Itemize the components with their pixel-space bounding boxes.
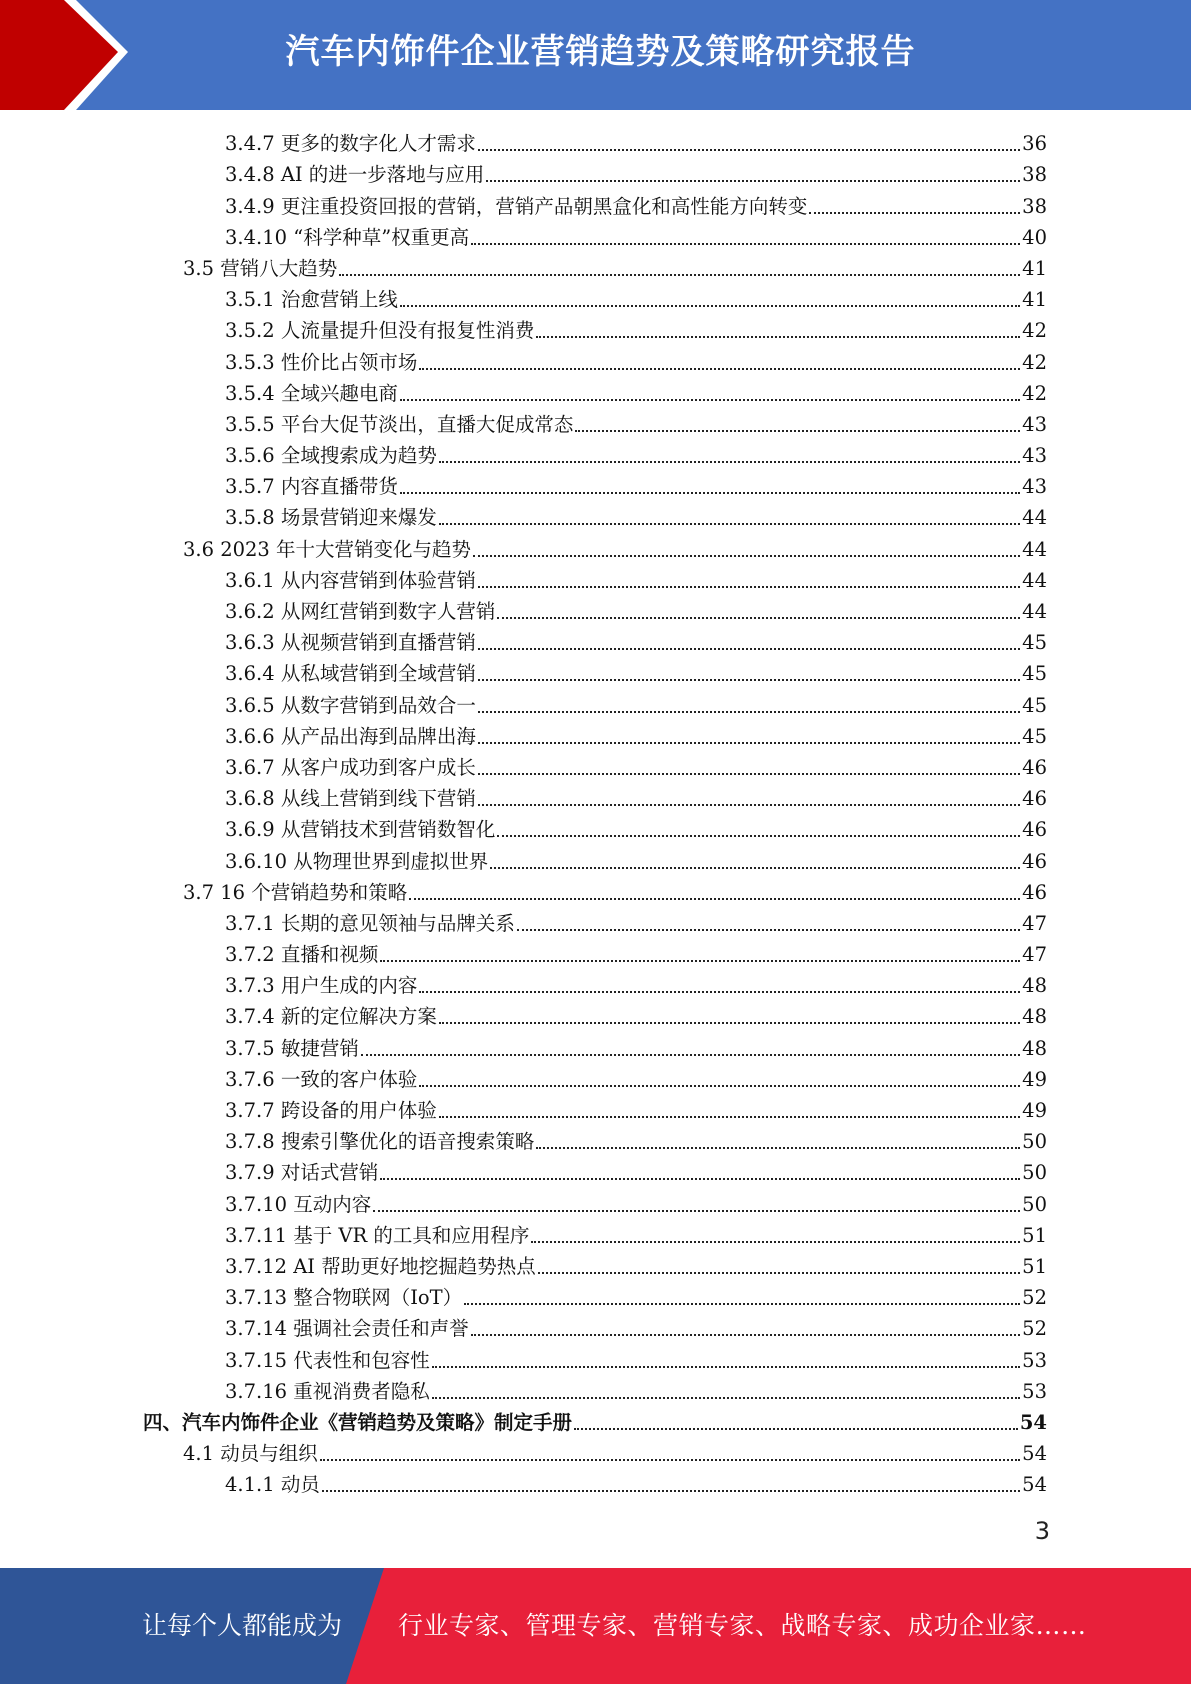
toc-entry-label: 3.6.6 从产品出海到品牌出海: [225, 724, 476, 748]
toc-entry-page: 44: [1022, 600, 1047, 623]
toc-entry-page: 38: [1022, 194, 1047, 218]
toc-entry-label: 3.5.7 内容直播带货: [225, 475, 398, 499]
toc-dot-leader: [809, 209, 1020, 214]
toc-entry-page: 43: [1022, 444, 1047, 468]
toc-dot-leader: [473, 552, 1020, 557]
toc-entry[interactable]: [0, 688, 1191, 719]
toc-entry[interactable]: [0, 127, 1191, 158]
toc-entry[interactable]: [0, 221, 1191, 252]
toc-entry-page: 46: [1022, 818, 1047, 842]
toc-entry-label: 4.1.1 动员: [225, 1473, 320, 1497]
toc-entry-page: 41: [1022, 256, 1047, 280]
toc-entry-label: 3.7.2 直播和视频: [225, 943, 379, 967]
toc-dot-leader: [574, 1425, 1018, 1430]
toc-entry-page: 46: [1022, 755, 1047, 779]
toc-entry-page: 54: [1022, 1473, 1047, 1497]
toc-entry[interactable]: [0, 1000, 1191, 1031]
toc-entry-label: 3.7.9 对话式营销: [225, 1161, 379, 1185]
toc-entry[interactable]: [0, 283, 1191, 314]
toc-entry-page: 48: [1022, 974, 1047, 998]
toc-entry[interactable]: [0, 345, 1191, 376]
toc-entry[interactable]: [0, 782, 1191, 813]
toc-entry[interactable]: [0, 314, 1191, 345]
toc-entry[interactable]: [0, 657, 1191, 688]
toc-entry-page: 38: [1022, 163, 1047, 187]
toc-dot-leader: [478, 676, 1020, 681]
toc-entry[interactable]: [0, 1281, 1191, 1312]
toc-dot-leader: [380, 957, 1020, 962]
toc-entry[interactable]: [0, 377, 1191, 408]
toc-entry-page: 45: [1022, 662, 1047, 686]
toc-entry-page: 51: [1022, 1254, 1047, 1278]
toc-entry[interactable]: [0, 1312, 1191, 1343]
toc-dot-leader: [471, 1331, 1020, 1336]
toc-entry[interactable]: [0, 1437, 1191, 1468]
toc-dot-leader: [478, 770, 1020, 775]
toc-entry-label: 4.1 动员与组织: [183, 1442, 318, 1466]
page-header: [0, 0, 1191, 110]
toc-entry-label: 3.4.10 “科学种草”权重更高: [225, 225, 470, 249]
toc-entry-page: 47: [1022, 911, 1047, 935]
page-footer: [0, 1568, 1191, 1684]
toc-entry-label: 3.7.16 重视消费者隐私: [225, 1379, 430, 1403]
toc-entry-label: 3.7.14 强调社会责任和声誉: [225, 1317, 469, 1341]
toc-dot-leader: [471, 240, 1020, 245]
toc-entry-page: 43: [1022, 475, 1047, 499]
toc-dot-leader: [478, 708, 1020, 713]
toc-dot-leader: [380, 1175, 1020, 1180]
toc-entry-label: 3.7.8 搜索引擎优化的语音搜索策略: [225, 1130, 535, 1154]
toc-entry-page: 42: [1022, 350, 1047, 374]
toc-entry[interactable]: [0, 626, 1191, 657]
toc-entry-label: 3.6.4 从私域营销到全域营销: [225, 662, 476, 686]
toc-entry-page: 36: [1022, 132, 1047, 156]
toc-entry-label: 3.5.8 场景营销迎来爆发: [225, 506, 437, 530]
toc-entry[interactable]: [0, 1187, 1191, 1218]
toc-entry-label: 3.7.1 长期的意见领袖与品牌关系: [225, 911, 515, 935]
toc-entry[interactable]: [0, 1125, 1191, 1156]
toc-dot-leader: [478, 801, 1020, 806]
toc-entry[interactable]: [0, 408, 1191, 439]
toc-entry-label: 3.7.5 敏捷营销: [225, 1036, 359, 1060]
toc-entry[interactable]: [0, 439, 1191, 470]
toc-entry-page: 49: [1022, 1067, 1047, 1091]
toc-entry[interactable]: [0, 1063, 1191, 1094]
footer-slogan: 让每个人都能成为: [142, 1611, 343, 1640]
toc-entry[interactable]: [0, 1094, 1191, 1125]
toc-entry-page: 50: [1022, 1192, 1047, 1216]
toc-entry-label: 3.5.2 人流量提升但没有报复性消费: [225, 319, 535, 343]
toc-entry-label: 3.7.12 AI 帮助更好地挖掘趋势热点: [225, 1254, 536, 1278]
toc-dot-leader: [432, 1363, 1020, 1368]
toc-entry-page: 44: [1022, 506, 1047, 530]
toc-entry-page: 41: [1022, 288, 1047, 312]
toc-entry[interactable]: [0, 501, 1191, 532]
toc-entry-page: 45: [1022, 693, 1047, 717]
toc-entry-page: 40: [1022, 225, 1047, 249]
toc-entry[interactable]: [0, 907, 1191, 938]
toc-entry[interactable]: [0, 751, 1191, 782]
toc-entry-label: 3.7.11 基于 VR 的工具和应用程序: [225, 1223, 530, 1247]
toc-entry-page: 45: [1022, 631, 1047, 655]
toc-entry-page: 44: [1022, 568, 1047, 592]
toc-dot-leader: [419, 365, 1020, 370]
toc-entry-page: 52: [1022, 1317, 1047, 1341]
toc-entry[interactable]: [0, 595, 1191, 626]
toc-dot-leader: [464, 1300, 1020, 1305]
toc-dot-leader: [439, 1113, 1020, 1118]
toc-entry-page: 53: [1022, 1348, 1047, 1372]
toc-dot-leader: [432, 1394, 1020, 1399]
toc-entry[interactable]: [0, 470, 1191, 501]
toc-dot-leader: [478, 739, 1020, 744]
toc-entry-label: 3.6.1 从内容营销到体验营销: [225, 568, 476, 592]
toc-entry-page: 49: [1022, 1099, 1047, 1122]
toc-entry-label: 3.5.1 治愈营销上线: [225, 288, 398, 312]
toc-dot-leader: [439, 458, 1020, 463]
toc-entry-label: 3.6.2 从网红营销到数字人营销: [225, 600, 496, 623]
toc-entry[interactable]: [0, 252, 1191, 283]
toc-entry-page: 48: [1022, 1036, 1047, 1060]
toc-dot-leader: [419, 1082, 1020, 1087]
toc-entry-label: 3.7.6 一致的客户体验: [225, 1067, 418, 1091]
toc-dot-leader: [400, 396, 1020, 401]
toc-entry-label: 3.7.13 整合物联网（IoT）: [225, 1286, 463, 1310]
toc-dot-leader: [373, 1207, 1020, 1212]
toc-dot-leader: [339, 271, 1020, 276]
toc-entry-label: 四、汽车内饰件企业《营销趋势及策略》制定手册: [143, 1410, 573, 1434]
toc-dot-leader: [536, 333, 1020, 338]
toc-dot-leader: [517, 926, 1020, 931]
toc-entry-label: 3.6 2023 年十大营销变化与趋势: [183, 537, 472, 561]
toc-entry[interactable]: [0, 1250, 1191, 1281]
toc-entry-label: 3.4.8 AI 的进一步落地与应用: [225, 163, 485, 187]
toc-dot-leader: [409, 895, 1020, 900]
toc-entry-page: 43: [1022, 412, 1047, 436]
toc-entry[interactable]: [0, 1343, 1191, 1374]
toc-entry-page: 54: [1022, 1442, 1047, 1466]
toc-entry[interactable]: [0, 532, 1191, 563]
toc-entry-label: 3.6.5 从数字营销到品效合一: [225, 693, 476, 717]
toc-entry-page: 50: [1022, 1161, 1047, 1185]
toc-dot-leader: [322, 1487, 1020, 1492]
toc-entry-label: 3.7.7 跨设备的用户体验: [225, 1099, 437, 1122]
toc-entry-label: 3.7.10 互动内容: [225, 1192, 372, 1216]
toc-dot-leader: [439, 1019, 1020, 1024]
toc-entry[interactable]: [0, 844, 1191, 875]
toc-dot-leader: [497, 832, 1020, 837]
toc-dot-leader: [400, 302, 1020, 307]
toc-entry-label: 3.6.7 从客户成功到客户成长: [225, 755, 476, 779]
table-of-contents: [0, 127, 1191, 1499]
toc-entry-page: 42: [1022, 319, 1047, 343]
toc-entry-label: 3.4.9 更注重投资回报的营销，营销产品朝黑盒化和高性能方向转变: [225, 194, 808, 218]
toc-entry-label: 3.7.15 代表性和包容性: [225, 1348, 430, 1372]
toc-entry-page: 44: [1022, 537, 1047, 561]
toc-dot-leader: [478, 645, 1020, 650]
toc-dot-leader: [478, 583, 1020, 588]
toc-entry-label: 3.5.4 全域兴趣电商: [225, 381, 398, 405]
toc-dot-leader: [575, 427, 1020, 432]
toc-entry-page: 45: [1022, 724, 1047, 748]
toc-dot-leader: [497, 614, 1020, 619]
toc-entry-label: 3.6.8 从线上营销到线下营销: [225, 787, 476, 811]
page-number: 3: [1034, 1517, 1050, 1545]
toc-entry-page: 52: [1022, 1286, 1047, 1310]
toc-entry[interactable]: [0, 813, 1191, 844]
toc-entry-page: 46: [1022, 849, 1047, 873]
toc-entry-page: 50: [1022, 1130, 1047, 1154]
toc-entry-page: 46: [1022, 880, 1047, 904]
toc-dot-leader: [486, 177, 1020, 182]
toc-entry-label: 3.5.5 平台大促节淡出，直播大促成常态: [225, 412, 574, 436]
toc-entry-label: 3.6.3 从视频营销到直播营销: [225, 631, 476, 655]
toc-entry[interactable]: [0, 969, 1191, 1000]
toc-entry-page: 42: [1022, 381, 1047, 405]
toc-dot-leader: [320, 1456, 1020, 1461]
toc-entry-label: 3.7.4 新的定位解决方案: [225, 1005, 437, 1029]
toc-entry-page: 46: [1022, 787, 1047, 811]
toc-dot-leader: [538, 1269, 1020, 1274]
toc-entry-label: 3.5.6 全域搜索成为趋势: [225, 444, 437, 468]
toc-entry[interactable]: [0, 158, 1191, 189]
toc-entry-label: 3.4.7 更多的数字化人才需求: [225, 132, 476, 156]
toc-entry-page: 47: [1022, 943, 1047, 967]
toc-entry-page: 51: [1022, 1223, 1047, 1247]
toc-dot-leader: [439, 520, 1020, 525]
toc-entry[interactable]: [0, 876, 1191, 907]
toc-entry[interactable]: [0, 1375, 1191, 1406]
document-title: 汽车内饰件企业营销趋势及策略研究报告: [285, 32, 916, 72]
toc-entry-page: 53: [1022, 1379, 1047, 1403]
toc-entry[interactable]: [0, 1406, 1191, 1437]
toc-entry[interactable]: [0, 938, 1191, 969]
toc-dot-leader: [531, 1238, 1020, 1243]
toc-entry[interactable]: [0, 189, 1191, 220]
toc-dot-leader: [361, 1051, 1020, 1056]
toc-entry[interactable]: [0, 1156, 1191, 1187]
toc-dot-leader: [419, 988, 1020, 993]
toc-entry-label: 3.5.3 性价比占领市场: [225, 350, 418, 374]
toc-entry[interactable]: [0, 1468, 1191, 1499]
toc-entry-page: 48: [1022, 1005, 1047, 1029]
toc-entry-label: 3.5 营销八大趋势: [183, 256, 338, 280]
toc-dot-leader: [490, 864, 1020, 869]
toc-entry-label: 3.7 16 个营销趋势和策略: [183, 880, 408, 904]
toc-entry[interactable]: [0, 720, 1191, 751]
toc-entry[interactable]: [0, 1031, 1191, 1062]
toc-dot-leader: [536, 1144, 1020, 1149]
toc-entry-label: 3.6.10 从物理世界到虚拟世界: [225, 849, 489, 873]
toc-entry[interactable]: [0, 1219, 1191, 1250]
toc-entry[interactable]: [0, 564, 1191, 595]
toc-entry-page: 54: [1019, 1410, 1047, 1434]
toc-dot-leader: [400, 489, 1020, 494]
footer-roles: 行业专家、管理专家、营销专家、战略专家、成功企业家……: [398, 1611, 1087, 1640]
toc-entry-label: 3.6.9 从营销技术到营销数智化: [225, 818, 496, 842]
toc-entry-label: 3.7.3 用户生成的内容: [225, 974, 418, 998]
toc-dot-leader: [478, 146, 1020, 151]
